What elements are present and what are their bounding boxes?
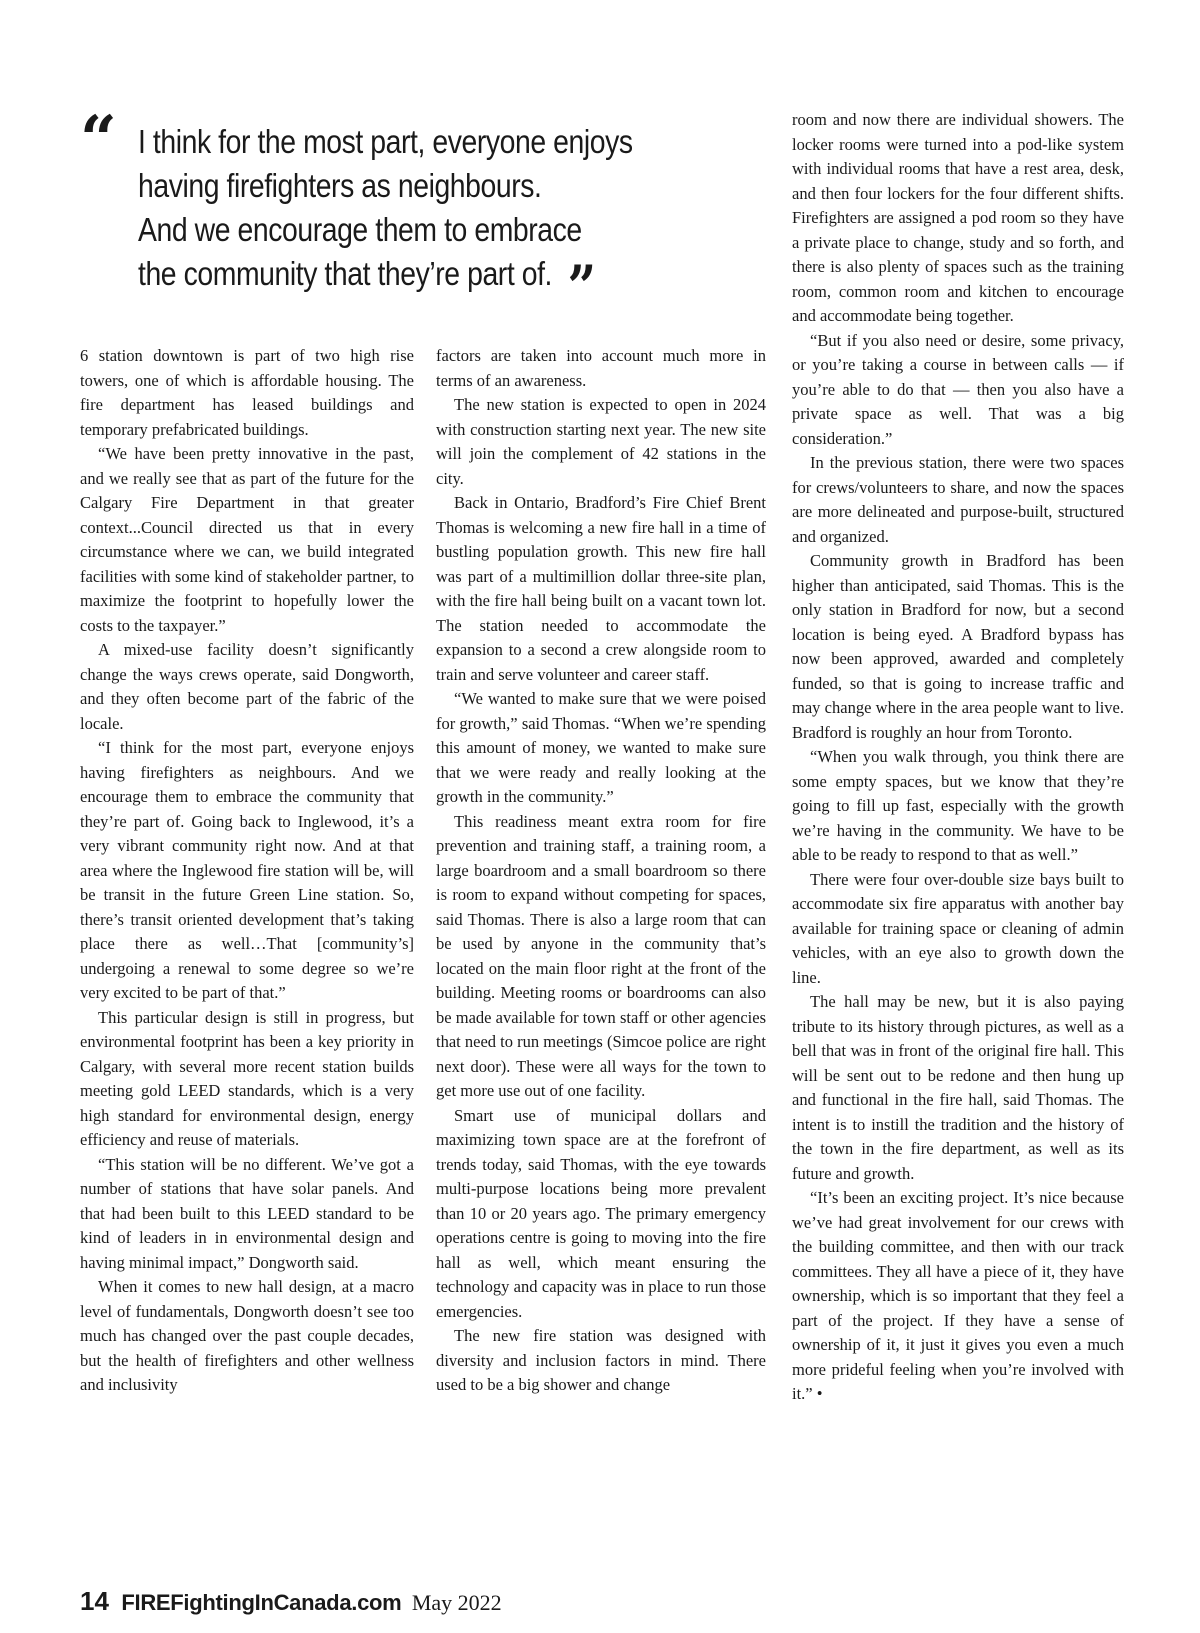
article-paragraph: In the previous station, there were two spaces for crews/volunteers to share, and now the spaces are more delineated and purpose-built, structured and organized. xyxy=(792,453,1124,546)
publication-name: FIREFightingInCanada.com xyxy=(121,1590,402,1615)
pull-quote-line: I think for the most part, everyone enjoys xyxy=(138,123,633,160)
open-quote-mark: “ xyxy=(80,102,117,177)
article-paragraph: “When you walk through, you think there are some empty spaces, but we know that they’re going to fill up fast, especially with the growth we’re having in the community. We have to be able to be ready to respond to that as well.” xyxy=(792,747,1124,864)
article-paragraph: There were four over-double size bays built to accommodate six fire apparatus with another bay available for training space or cleaning of admin vehicles, with an eye also to growth down the line. xyxy=(792,869,1124,987)
article-paragraph: The new station is expected to open in 2024 with construction starting next year. The new site will join the complement of 42 stations in the city. xyxy=(436,395,766,488)
article-paragraph: room and now there are individual showers. The locker rooms were turned into a pod-like system with individual rooms that have a rest area, desk, and then four lockers for the four different shifts. Firefighters are assigned a pod room so they have a private place to change, study and so forth, and there is also plenty of spaces such as the training room, common room and kitchen to encourage and accommodate being together. xyxy=(792,110,1124,325)
article-paragraph: When it comes to new hall design, at a macro level of fundamentals, Dongworth doesn’t see too much has changed over the past couple decades, but the health of firefighters and other wellness and inclusivity xyxy=(80,1277,414,1394)
article-column-2 xyxy=(436,344,766,1398)
pull-quote-text xyxy=(138,120,633,321)
article-paragraph: This particular design is still in progress, but environmental footprint has been a key priority in Calgary, with several more recent station builds meeting gold LEED standards, which is a very high standard for environmental design, energy efficiency and reuse of materials. xyxy=(80,1007,414,1149)
page-number: 14 xyxy=(80,1586,109,1616)
close-quote-mark: ” xyxy=(567,253,596,321)
page-footer xyxy=(80,1586,502,1617)
article-paragraph: “We have been pretty innovative in the past, and we really see that as part of the future for the Calgary Fire Department in that greater context...Council directed us that in every circumstance where we can, we build integrated facilities with some kind of stakeholder partner, to maximize the footprint to hopefully lower the costs to the taxpayer.” xyxy=(80,444,414,635)
pull-quote-line: having firefighters as neighbours. xyxy=(138,167,542,204)
issue-date: May 2022 xyxy=(411,1590,502,1615)
article-paragraph: “This station will be no different. We’ve got a number of stations that have solar panels. And that had been built to this LEED standard to be kind of leaders in in environmental design and having minimal impact,” Dongworth said. xyxy=(80,1154,414,1272)
pull-quote-line-last xyxy=(138,252,633,321)
article-paragraph: “It’s been an exciting project. It’s nice because we’ve had great involvement for our crews with the building committee, and then with our track committees. They all have a piece of it, they have ownership, which is so important that they feel a part of the project. If they have a sense of ownership of it, it just it gives you even a much more prideful feeling when you’re involved with it.” • xyxy=(792,1188,1124,1403)
pull-quote-line: And we encourage them to embrace xyxy=(138,211,582,248)
article-paragraph: Community growth in Bradford has been higher than anticipated, said Thomas. This is the only station in Bradford for now, but a second location is being eyed. A Bradford bypass has now been approved, awarded and completely funded, so that is going to increase traffic and may change where in the area people want to live. Bradford is roughly an hour from Toronto. xyxy=(792,551,1124,742)
article-paragraph: Back in Ontario, Bradford’s Fire Chief Brent Thomas is welcoming a new fire hall in a time of bustling population growth. This new fire hall was part of a multimillion dollar three-site plan, with the fire hall being built on a vacant town lot. The station needed to accommodate the expansion to a second a crew alongside room to train and serve volunteer and career staff. xyxy=(436,493,766,684)
article-paragraph: 6 station downtown is part of two high rise towers, one of which is affordable housing. The fire department has leased buildings and temporary prefabricated buildings. xyxy=(80,346,414,439)
article-paragraph: Smart use of municipal dollars and maximizing town space are at the forefront of trends today, said Thomas, with the eye towards multi-purpose locations being more prevalent than 10 or 20 years ago. The primary emergency operations centre is going to moving into the fire hall as well, which meant ensuring the technology and capacity was in place to run those emergencies. xyxy=(436,1105,766,1321)
article-paragraph: “But if you also need or desire, some privacy, or you’re taking a course in between calls — if you’re able to do that — then you also have a private space as well. That was a big consideration.” xyxy=(792,330,1124,448)
article-paragraph: “We wanted to make sure that we were poised for growth,” said Thomas. “When we’re spending this amount of money, we wanted to make sure that we were ready and really looking at the growth in the community.” xyxy=(436,689,766,806)
article-paragraph: “I think for the most part, everyone enjoys having firefighters as neighbours. And we encourage them to embrace the community that they’re part of. Going back to Inglewood, it’s a very vibrant community right now. And at that area where the Inglewood fire station will be, will be transit in the future Green Line station. So, there’s transit oriented development that’s taking place there as well…That [community’s] undergoing a renewal to some degree so we’re very excited to be part of that.” xyxy=(80,738,414,1002)
article-paragraph: factors are taken into account much more in terms of an awareness. xyxy=(436,346,766,390)
pull-quote-line: the community that they’re part of. xyxy=(138,255,553,292)
article-paragraph: The hall may be new, but it is also paying tribute to its history through pictures, as well as a bell that was in front of the original fire hall. This will be sent out to be redone and then hung up and functional in the fire hall, said Thomas. The intent is to instill the tradition and the history of the town in the fire department, as well as its future and growth. xyxy=(792,992,1124,1183)
article-column-3 xyxy=(792,108,1124,1407)
article-paragraph: A mixed-use facility doesn’t significantly change the ways crews operate, said Dongworth, and they often become part of the fabric of the locale. xyxy=(80,640,414,733)
article-paragraph: This readiness meant extra room for fire prevention and training staff, a training room, a large boardroom and a small boardroom so there is room to expand without competing for spaces, said Thomas. There is also a large room that can be used by anyone in the community that’s located on the main floor right at the front of the building. Meeting rooms or boardrooms can also be made available for town staff or other agencies that need to run meetings (Simcoe police are right next door). These were all ways for the town to get more use out of one facility. xyxy=(436,811,766,1100)
article-column-1 xyxy=(80,344,414,1398)
article-paragraph: The new fire station was designed with diversity and inclusion factors in mind. There used to be a big shower and change xyxy=(436,1326,766,1394)
